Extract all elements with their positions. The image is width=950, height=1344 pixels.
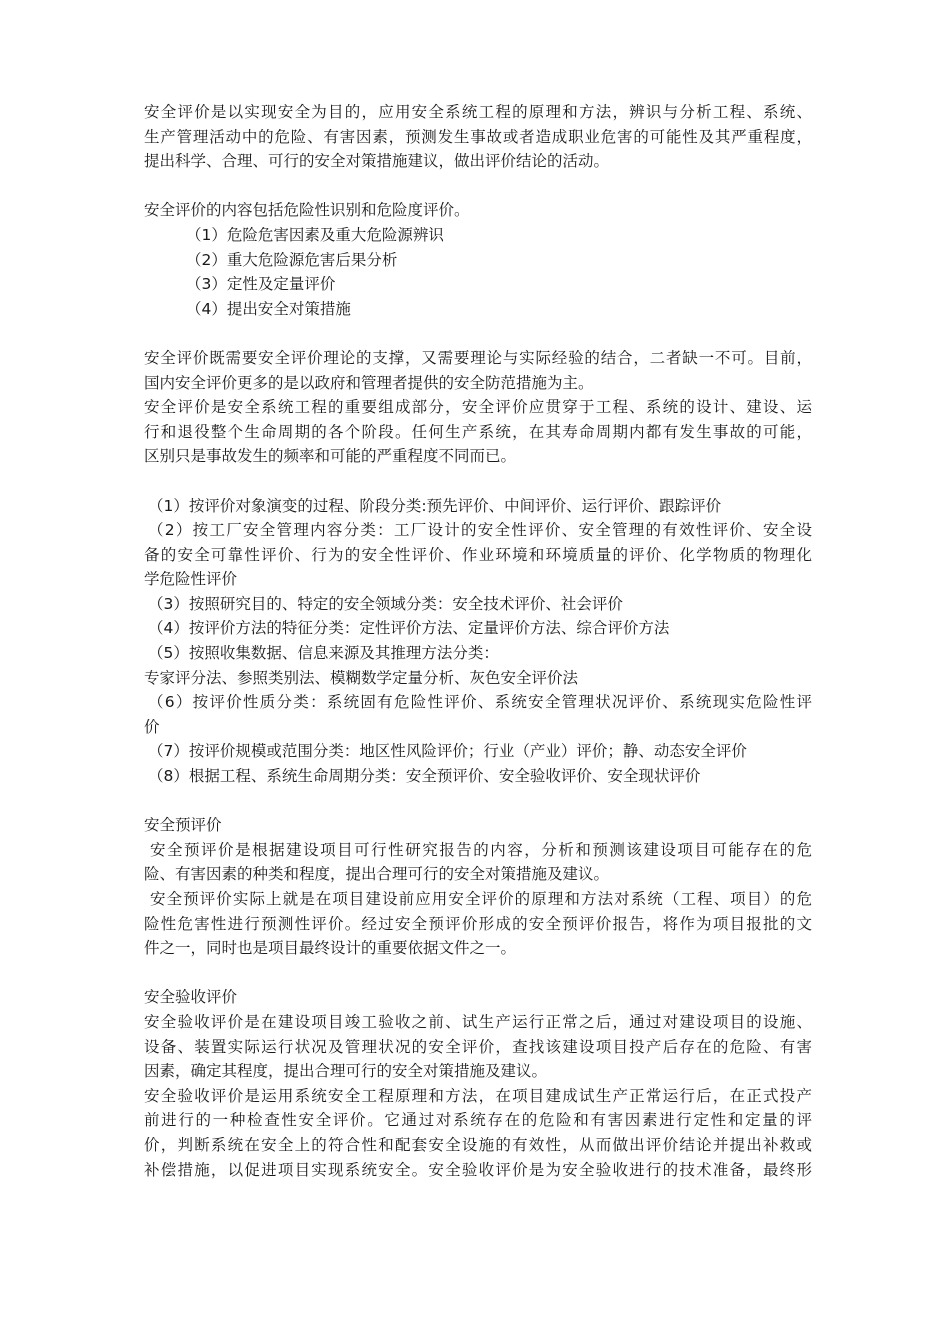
text-line: 国内安全评价更多的是以政府和管理者提供的安全防范措施为主。 (144, 373, 594, 392)
spacer (144, 174, 812, 199)
spacer (144, 321, 812, 346)
list-item: （6）按评价性质分类：系统固有危险性评价、系统安全管理状况评价、系统现实危险性评 (148, 693, 812, 712)
theory-paragraph (144, 346, 812, 469)
list-item: （7）按评价规模或范围分类：地区性风险评价；行业（产业）评价；静、动态安全评价 (148, 742, 747, 761)
text-line: 安全预评价是根据建设项目可行性研究报告的内容，分析和预测该建设项目可能存在的危 (150, 840, 812, 859)
text-line: 因素，确定其程度，提出合理可行的安全对策措施及建议。 (144, 1062, 548, 1081)
acceptance-section (144, 985, 812, 1182)
text-line: 提出科学、合理、可行的安全对策措施建议，做出评价结论的活动。 (144, 152, 610, 171)
text-line: 安全评价既需要安全评价理论的支撑，又需要理论与实际经验的结合，二者缺一不可。目前， (144, 348, 812, 367)
text-line: 件之一，同时也是项目最终设计的重要依据文件之一。 (144, 939, 517, 958)
text-line: 安全验收评价是在建设项目竣工验收之前、试生产运行正常之后，通过对建设项目的设施、 (144, 1012, 812, 1031)
list-item: （3）按照研究目的、特定的安全领域分类：安全技术评价、社会评价 (148, 594, 623, 613)
text-line: 价，判断系统在安全上的符合性和配套安全设施的有效性，从而做出评价结论并提出补救或 (144, 1135, 812, 1154)
list-item: （5）按照收集数据、信息来源及其推理方法分类： (148, 644, 499, 663)
text-line: 行和退役整个生命周期的各个阶段。任何生产系统，在其寿命周期内都有发生事故的可能， (144, 422, 812, 441)
text-line: 设备、装置实际运行状况及管理状况的安全评价，查找该建设项目投产后存在的危险、有害 (144, 1037, 812, 1056)
text-line: 补偿措施，以促进项目实现系统安全。安全验收评价是为安全验收进行的技术准备，最终形 (144, 1160, 812, 1179)
section-heading: 安全验收评价 (144, 988, 238, 1007)
text-line: 区别只是事故发生的频率和可能的严重程度不同而已。 (144, 447, 517, 466)
spacer (144, 789, 812, 814)
spacer (144, 961, 812, 986)
list-item: （4）按评价方法的特征分类：定性评价方法、定量评价方法、综合评价方法 (148, 619, 670, 638)
list-item: （1）按评价对象演变的过程、阶段分类:预先评价、中间评价、运行评价、跟踪评价 (148, 496, 722, 515)
classification-section (144, 494, 812, 789)
list-item: （2）按工厂安全管理内容分类：工厂设计的安全性评价、安全管理的有效性评价、安全设 (148, 521, 812, 540)
text-line: 备的安全可靠性评价、行为的安全性评价、作业环境和环境质量的评价、化学物质的物理化 (144, 545, 812, 564)
text-line: 险性危害性进行预测性评价。经过安全预评价形成的安全预评价报告，将作为项目报批的文 (144, 914, 812, 933)
text-line: 价 (144, 717, 160, 736)
text-line: 前进行的一种检查性安全评价。它通过对系统存在的危险和有害因素进行定性和定量的评 (144, 1111, 812, 1130)
list-item: （1）危险危害因素及重大危险源辨识 (186, 225, 444, 244)
section-heading: 安全预评价 (144, 816, 222, 835)
content-section (144, 198, 812, 321)
list-item: （3）定性及定量评价 (186, 275, 336, 294)
text-line: 学危险性评价 (144, 570, 238, 589)
text-line: 安全评价是以实现安全为目的，应用安全系统工程的原理和方法，辨识与分析工程、系统、 (144, 103, 812, 121)
list-item: （2）重大危险源危害后果分析 (186, 250, 398, 269)
text-line: 安全评价是安全系统工程的重要组成部分，安全评价应贯穿于工程、系统的设计、建设、运 (144, 398, 812, 417)
text-line: 专家评分法、参照类别法、模糊数学定量分析、灰色安全评价法 (144, 668, 579, 687)
document-page (144, 100, 812, 1182)
list-item: （4）提出安全对策措施 (186, 299, 351, 318)
list-item: （8）根据工程、系统生命周期分类：安全预评价、安全验收评价、安全现状评价 (148, 767, 701, 786)
intro-paragraph (144, 100, 812, 174)
text-line: 安全预评价实际上就是在项目建设前应用安全评价的原理和方法对系统（工程、项目）的危 (150, 890, 812, 908)
text-line: 生产管理活动中的危险、有害因素，预测发生事故或者造成职业危害的可能性及其严重程度， (144, 127, 812, 146)
spacer (144, 469, 812, 494)
pre-evaluation-section (144, 813, 812, 961)
text-line: 险、有害因素的种类和程度，提出合理可行的安全对策措施及建议。 (144, 865, 610, 884)
section-heading: 安全评价的内容包括危险性识别和危险度评价。 (144, 201, 470, 220)
text-line: 安全验收评价是运用系统安全工程原理和方法，在项目建成试生产正常运行后，在正式投产 (144, 1086, 812, 1105)
